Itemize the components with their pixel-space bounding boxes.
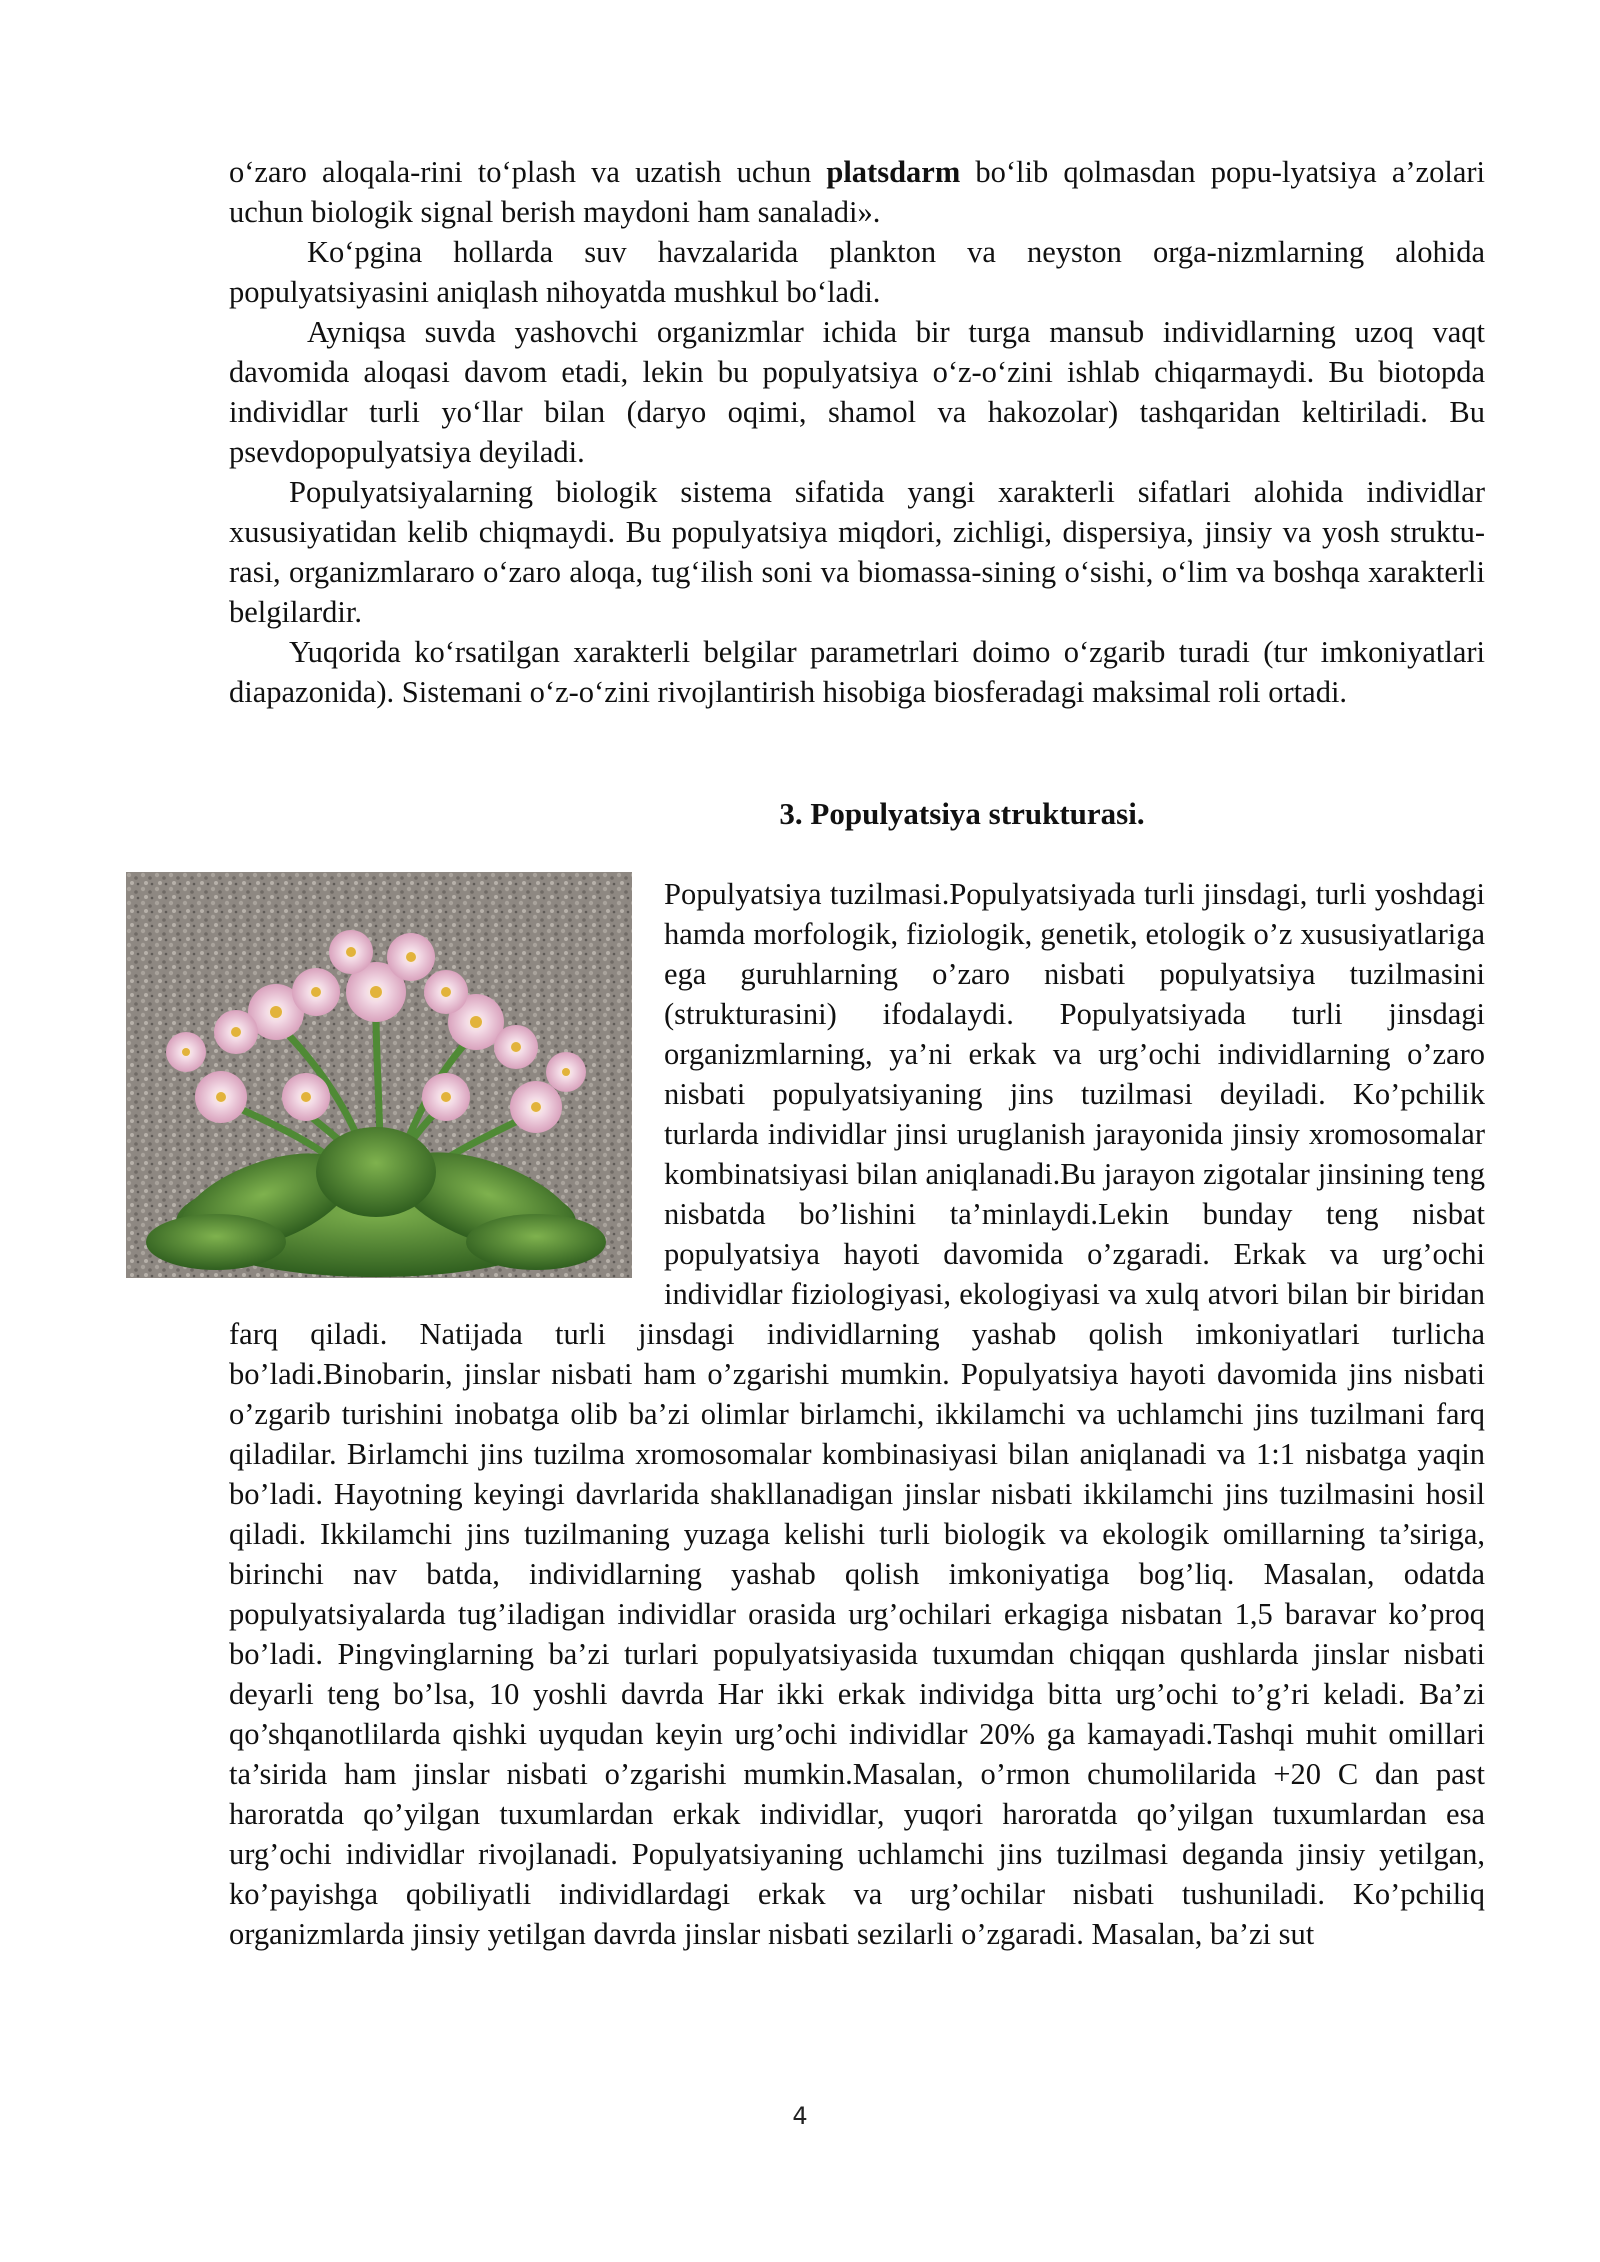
bottom-text-block (229, 874, 1485, 1954)
paragraph-1: o‘zaro aloqala-rini to‘plash va uzatish uchun platsdarm bo‘lib qolmasdan popu-lyatsiya a’zolari uchun biologik signal berish maydoni ham sanaladi». (229, 155, 1485, 229)
paragraph-main: Populyatsiya tuzilmasi.Populyatsiyada turli jinsdagi, turli yoshdagi hamda morfologik, fiziologik, genetik, etologik o’z xususiyatlariga ega guruhlarning o’zaro nisbati populyatsiya tuzilmasini (strukturasini) ifodalaydi. Populyatsiyada turli jinsdagi organizmlarning, ya’ni erkak va urg’ochi individlarning o’zaro nisbati populyatsiyaning jins tuzilmasi deyiladi. Ko’pchilik turlarda individlar jinsi uruglanish jarayonida jinsiy xromosomalar kombinatsiyasi bilan aniqlanadi.Bu jarayon zigotalar jinsining teng nisbatda bo’lishini ta’minlaydi.Lekin bunday teng nisbat populyatsiya hayoti davomida o’zgaradi. Erkak va urg’ochi individlar fiziologiyasi, ekologiyasi va xulq atvori bilan bir biridan farq qiladi. Natijada turli jinsdagi individlarning yashab qolish imkoniyatlari turlicha bo’ladi.Binobarin, jinslar nisbati ham o’zgarishi mumkin. Populyatsiya hayoti davomida jins nisbati o’zgarib turishini inobatga olib ba’zi olimlar birlamchi, ikkilamchi va uchlamchi jins tuzilmani farq qiladilar. Birlamchi jins tuzilma xromosomalar kombinasiyasi bilan aniqlanadi va 1:1 nisbatga yaqin bo’ladi. Hayotning keyingi davrlarida shakllanadigan jinslar nisbati ikkilamchi jins tuzilmasini hosil qiladi. Ikkilamchi jins tuzilmaning yuzaga kelishi turli biologik va ekologik omillarning ta’siriga, birinchi nav batda, individlarning yashab qolish imkoniyatiga bog’liq. Masalan, odatda populyatsiyalarda tug’iladigan individlar orasida urg’ochilari erkagiga nisbatan 1,5 baravar ko’proq bo’ladi. Pingvinglarning ba’zi turlari populyatsiyasida tuxumdan chiqqan qushlarda jinslar nisbati deyarli teng bo’lsa, 10 yoshli davrda Har ikki erkak individga bitta urg’ochi to’g’ri keladi. Ba’zi qo’shqanotlilarda qishki uyqudan keyin urg’ochi individlar 20% ga kamayadi.Tashqi muhit omillari ta’sirida ham jinslar nisbati o’zgarishi mumkin.Masalan, o’rmon chumolilarida +20 C dan past haroratda qo’yilgan tuxumlardan erkak individlar, yuqori haroratda qo’yilgan tuxumlardan esa urg’ochi individlar rivojlanadi. Populyatsiyaning uchlamchi jins tuzilmasi deganda jinsiy yetilgan, ko’payishga qobiliyatli individlardagi erkak va urg’ochilar nisbati tushuniladi. Ko’pchiliq organizmlarda jinsiy yetilgan davrda jinslar nisbati sezilarli o’zgaradi. Masalan, ba’zi sut (229, 877, 1485, 1951)
bold-term: platsdarm (826, 155, 961, 189)
paragraph-4: Populyatsiyalarning biologik sistema sifatida yangi xarakterli sifatlari alohida individlar xususiyatidan kelib chiqmaydi. Bu populyatsiya miqdori, zichligi, dispersiya, jinsiy va yosh struktu-rasi, organizmlararo o‘zaro aloqa, tug‘ilish soni va biomassa-sining o‘sishi, o‘lim va boshqa xarakterli belgilardir. (229, 475, 1485, 629)
section-heading: 3. Populyatsiya strukturasi. (779, 796, 1145, 831)
primula-flower-icon (126, 872, 632, 1278)
top-text-block (229, 152, 1485, 712)
flower-photo (126, 872, 638, 1278)
paragraph-2: Ko‘pgina hollarda suv havzalarida plankton va neyston orga-nizmlarning alohida populyatsiyasini aniqlash nihoyatda mushkul bo‘ladi. (229, 235, 1485, 309)
paragraph-3: Ayniqsa suvda yashovchi organizmlar ichida bir turga mansub individlarning uzoq vaqt davomida aloqasi davom etadi, lekin bu populyatsiya o‘z-o‘zini ishlab chiqarmaydi. Bu biotopda individlar turli yo‘llar bilan (daryo oqimi, shamol va hakozolar) tashqaridan keltiriladi. Bu psevdopopulyatsiya deyiladi. (229, 315, 1485, 469)
page-number: 4 (792, 2102, 808, 2130)
paragraph-5: Yuqorida ko‘rsatilgan xarakterli belgilar parametrlari doimo o‘zgarib turadi (tur imkoniyatlari diapazonida). Sistemani o‘z-o‘zini rivojlantirish hisobiga biosferadagi maksimal roli ortadi. (229, 635, 1485, 709)
